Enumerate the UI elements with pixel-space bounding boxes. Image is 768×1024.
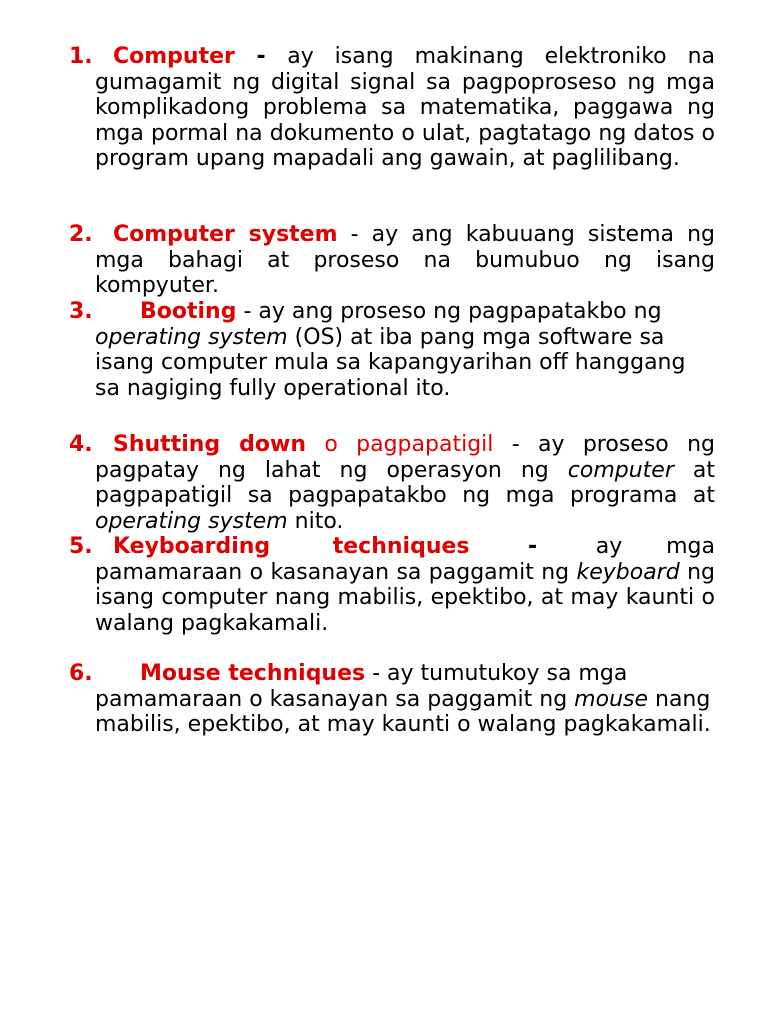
definition-part: nito.: [287, 508, 344, 534]
definition: ay isang makinang elektroniko na gumagamit ng digital signal sa pagpoproseso ng mga komplikadong problema sa matematika, paggawa ng mga pormal na dokumento o ulat, pagtatago ng datos o program upang mapadali ang gawain, at paglilibang.: [95, 44, 715, 171]
item-text: [95, 661, 715, 738]
definition-italic: keyboard: [576, 559, 680, 585]
definition-part: (OS) at iba pang mga software sa isang computer mula sa kapangyarihan off hanggang sa nagiging fully operational ito.: [95, 324, 686, 401]
definition-part: ay mga pamamaraan o kasanayan sa paggamit ng: [95, 534, 715, 585]
definition-part: - ay tumutukoy sa mga pamamaraan o kasanayan sa paggamit ng: [95, 661, 628, 712]
list-item: [69, 44, 715, 172]
term: Computer: [113, 44, 235, 69]
term: Keyboarding techniques: [113, 534, 470, 559]
definition-italic: operating system: [95, 324, 288, 350]
item-number: 6.: [69, 661, 93, 686]
list-item: [69, 222, 715, 299]
definition-italic: operating system: [95, 508, 288, 534]
term: Mouse techniques: [140, 661, 366, 686]
term-extra: o pagpapatigil: [306, 432, 494, 457]
list-item: [69, 534, 715, 636]
item-text: [95, 534, 715, 636]
definition-part: ng isang computer nang mabilis, epektibo, at may kaunti o walang pagkakamali.: [95, 559, 715, 636]
term: Booting: [140, 299, 237, 324]
term-dash: -: [469, 534, 596, 559]
list-item: [69, 661, 715, 738]
definition: - ay ang kabuuang sistema ng mga bahagi at proseso na bumubuo ng isang kompyuter.: [95, 222, 715, 298]
list-item: [69, 299, 715, 401]
item-text: [95, 432, 715, 534]
definition-part: - ay proseso ng pagpatay ng lahat ng operasyon ng: [95, 432, 715, 483]
item-number: 1.: [69, 44, 93, 69]
item-number: 4.: [69, 432, 93, 457]
item-text: [95, 44, 715, 172]
term: Shutting down: [113, 432, 307, 457]
item-number: 2.: [69, 222, 93, 247]
definition-italic: mouse: [574, 686, 649, 712]
list-item: [69, 432, 715, 534]
item-text: [95, 222, 715, 299]
term-dash: -: [234, 44, 288, 69]
item-number: 5.: [69, 534, 93, 559]
definition-part: at pagpapatigil sa pagpapatakbo ng mga programa at: [95, 457, 715, 508]
definition-part: - ay ang proseso ng pagpapatakbo ng: [236, 299, 662, 324]
item-text: [95, 299, 715, 401]
item-number: 3.: [69, 299, 93, 324]
term: Computer system: [113, 222, 338, 247]
definition-part: nang mabilis, epektibo, at may kaunti o walang pagkakamali.: [95, 686, 711, 737]
definition-italic: computer: [567, 457, 674, 483]
